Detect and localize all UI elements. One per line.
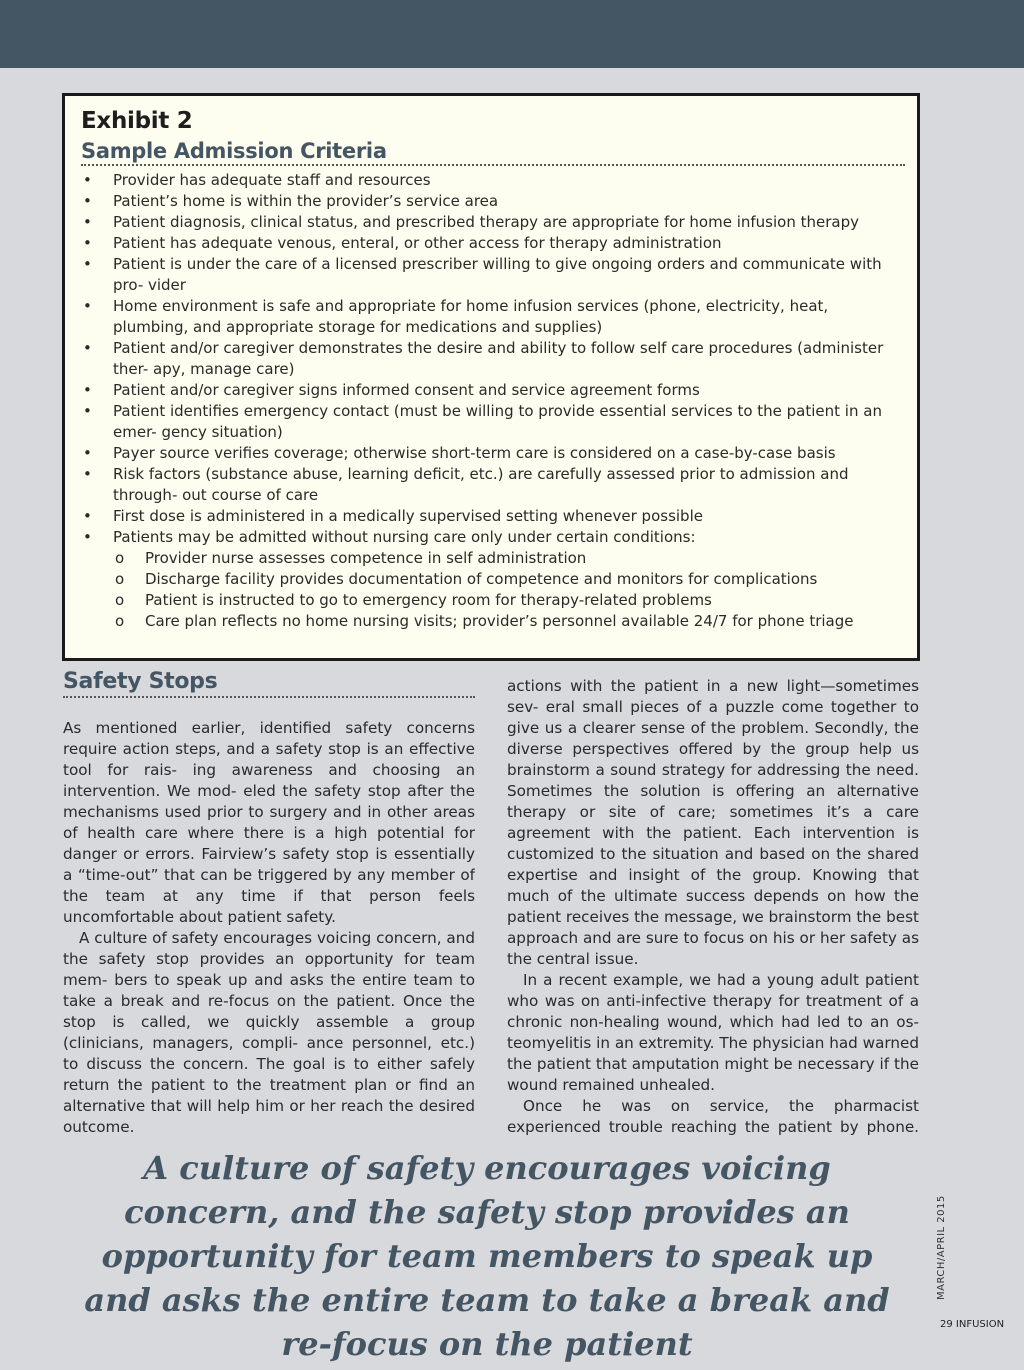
section-heading: Safety Stops	[63, 668, 475, 698]
sub-criteria-item	[81, 611, 907, 632]
criteria-item	[81, 380, 907, 401]
article-column-right	[507, 676, 919, 1138]
criteria-text: Risk factors (substance abuse, learning deficit, etc.) are carefully assessed prior to admission and through- out course of care	[113, 465, 849, 504]
bullet: •	[83, 171, 92, 189]
paragraph: actions with the patient in a new light—sometimes sev- eral small pieces of a puzzle come together to give us a clearer sense of the problem. Secondly, the diverse perspectives offered by the group help us brainstorm a sound strategy for addressing the need. Sometimes the solution is offering an alternative therapy or site of care; sometimes it’s a care agreement with the patient. Each intervention is customized to the situation and based on the shared expertise and insight of the group. Knowing that much of the ultimate success depends on how the patient receives the message, we brainstorm the best approach and are sure to focus on his or her safety as the central issue.	[507, 677, 919, 968]
bullet: •	[83, 297, 92, 315]
bullet: •	[83, 234, 92, 252]
bullet: •	[83, 465, 92, 483]
criteria-item	[81, 401, 907, 443]
pull-quote: A culture of safety encourages voicing concern, and the safety stop provides an opportunity for team members to speak up and asks the entire team to take a break and re-focus on the patient	[84, 1149, 890, 1363]
exhibit-subtitle: Sample Admission Criteria	[81, 138, 905, 166]
bullet: •	[83, 381, 92, 399]
bullet: •	[83, 507, 92, 525]
criteria-text: Payer source verifies coverage; otherwise short-term care is considered on a case-by-case basis	[113, 444, 836, 462]
criteria-text: Patient and/or caregiver demonstrates the desire and ability to follow self care procedures (administer ther- apy, manage care)	[113, 339, 884, 378]
criteria-list	[81, 170, 907, 632]
criteria-text: Patient has adequate venous, enteral, or other access for therapy administration	[113, 234, 722, 252]
exhibit-title: Exhibit 2	[81, 108, 193, 134]
criteria-item	[81, 170, 907, 191]
exhibit-box	[62, 93, 920, 661]
sub-criteria-item	[81, 569, 907, 590]
criteria-item	[81, 191, 907, 212]
sub-criteria-text: Patient is instructed to go to emergency room for therapy-related problems	[145, 591, 712, 609]
sub-bullet: o	[115, 612, 125, 630]
bullet: •	[83, 339, 92, 357]
criteria-item	[81, 296, 907, 338]
paragraph: As mentioned earlier, identified safety concerns require action steps, and a safety stop is an effective tool for rais- ing awareness and choosing an intervention. We mod- eled the safety stop after the mechanisms used prior to surgery and in other areas of health care where there is a high potential for danger or errors. Fairview’s safety stop is essentially a “time-out” that can be triggered by any member of the team at any time if that person feels uncomfortable about patient safety.	[63, 719, 475, 926]
paragraph: In a recent example, we had a young adult patient who was on anti-infective therapy for treatment of a chronic non-healing wound, which had led to an os- teomyelitis in an extremity. The physician had warned the patient that amputation might be necessary if the wound remained unhealed.	[507, 971, 919, 1094]
bullet: •	[83, 213, 92, 231]
criteria-item	[81, 338, 907, 380]
sub-bullet: o	[115, 591, 125, 609]
bullet: •	[83, 444, 92, 462]
criteria-text: Home environment is safe and appropriate for home infusion services (phone, electricity, heat, plumbing, and appropriate storage for medications and supplies)	[113, 297, 829, 336]
bullet: •	[83, 192, 92, 210]
paragraph: Once he was on service, the pharmacist experienced trouble reaching the patient by phone.	[507, 1097, 919, 1136]
bullet: •	[83, 255, 92, 273]
article-column-left	[63, 718, 475, 1138]
sub-criteria-text: Discharge facility provides documentation of competence and monitors for complications	[145, 570, 818, 588]
page-number: 29 INFUSION	[940, 1319, 1005, 1330]
criteria-text: Patient diagnosis, clinical status, and prescribed therapy are appropriate for home infusion therapy	[113, 213, 859, 231]
criteria-text: Patient’s home is within the provider’s service area	[113, 192, 499, 210]
sub-criteria-text: Care plan reflects no home nursing visits; provider’s personnel available 24/7 for phone triage	[145, 612, 854, 630]
criteria-text: Patients may be admitted without nursing care only under certain conditions:	[113, 528, 696, 546]
criteria-text: Provider has adequate staff and resources	[113, 171, 431, 189]
paragraph: A culture of safety encourages voicing concern, and the safety stop provides an opportunity for team mem- bers to speak up and asks the entire team to take a break and re-focus on the patient. Once the stop is called, we quickly assemble a group (clinicians, managers, compli- ance personnel, etc.) to discuss the concern. The goal is to either safely return the patient to the treatment plan or find an alternative that will help him or her reach the desired outcome.	[63, 929, 475, 1136]
issue-date: MARCH/APRIL 2015	[936, 1195, 947, 1300]
criteria-item	[81, 464, 907, 506]
header-bar	[0, 0, 1024, 68]
sub-bullet: o	[115, 570, 125, 588]
sub-criteria-text: Provider nurse assesses competence in self administration	[145, 549, 587, 567]
criteria-text: Patient identifies emergency contact (must be willing to provide essential services to the patient in an emer- gency situation)	[113, 402, 882, 441]
criteria-item	[81, 212, 907, 233]
criteria-item	[81, 233, 907, 254]
sub-bullet: o	[115, 549, 125, 567]
criteria-item	[81, 254, 907, 296]
sub-criteria-item	[81, 548, 907, 569]
criteria-item	[81, 506, 907, 527]
criteria-text: First dose is administered in a medically supervised setting whenever possible	[113, 507, 703, 525]
bullet: •	[83, 528, 92, 546]
criteria-text: Patient and/or caregiver signs informed consent and service agreement forms	[113, 381, 700, 399]
bullet: •	[83, 402, 92, 420]
criteria-item	[81, 527, 907, 548]
criteria-text: Patient is under the care of a licensed prescriber willing to give ongoing orders and communicate with pro- vider	[113, 255, 882, 294]
criteria-item	[81, 443, 907, 464]
sub-criteria-item	[81, 590, 907, 611]
